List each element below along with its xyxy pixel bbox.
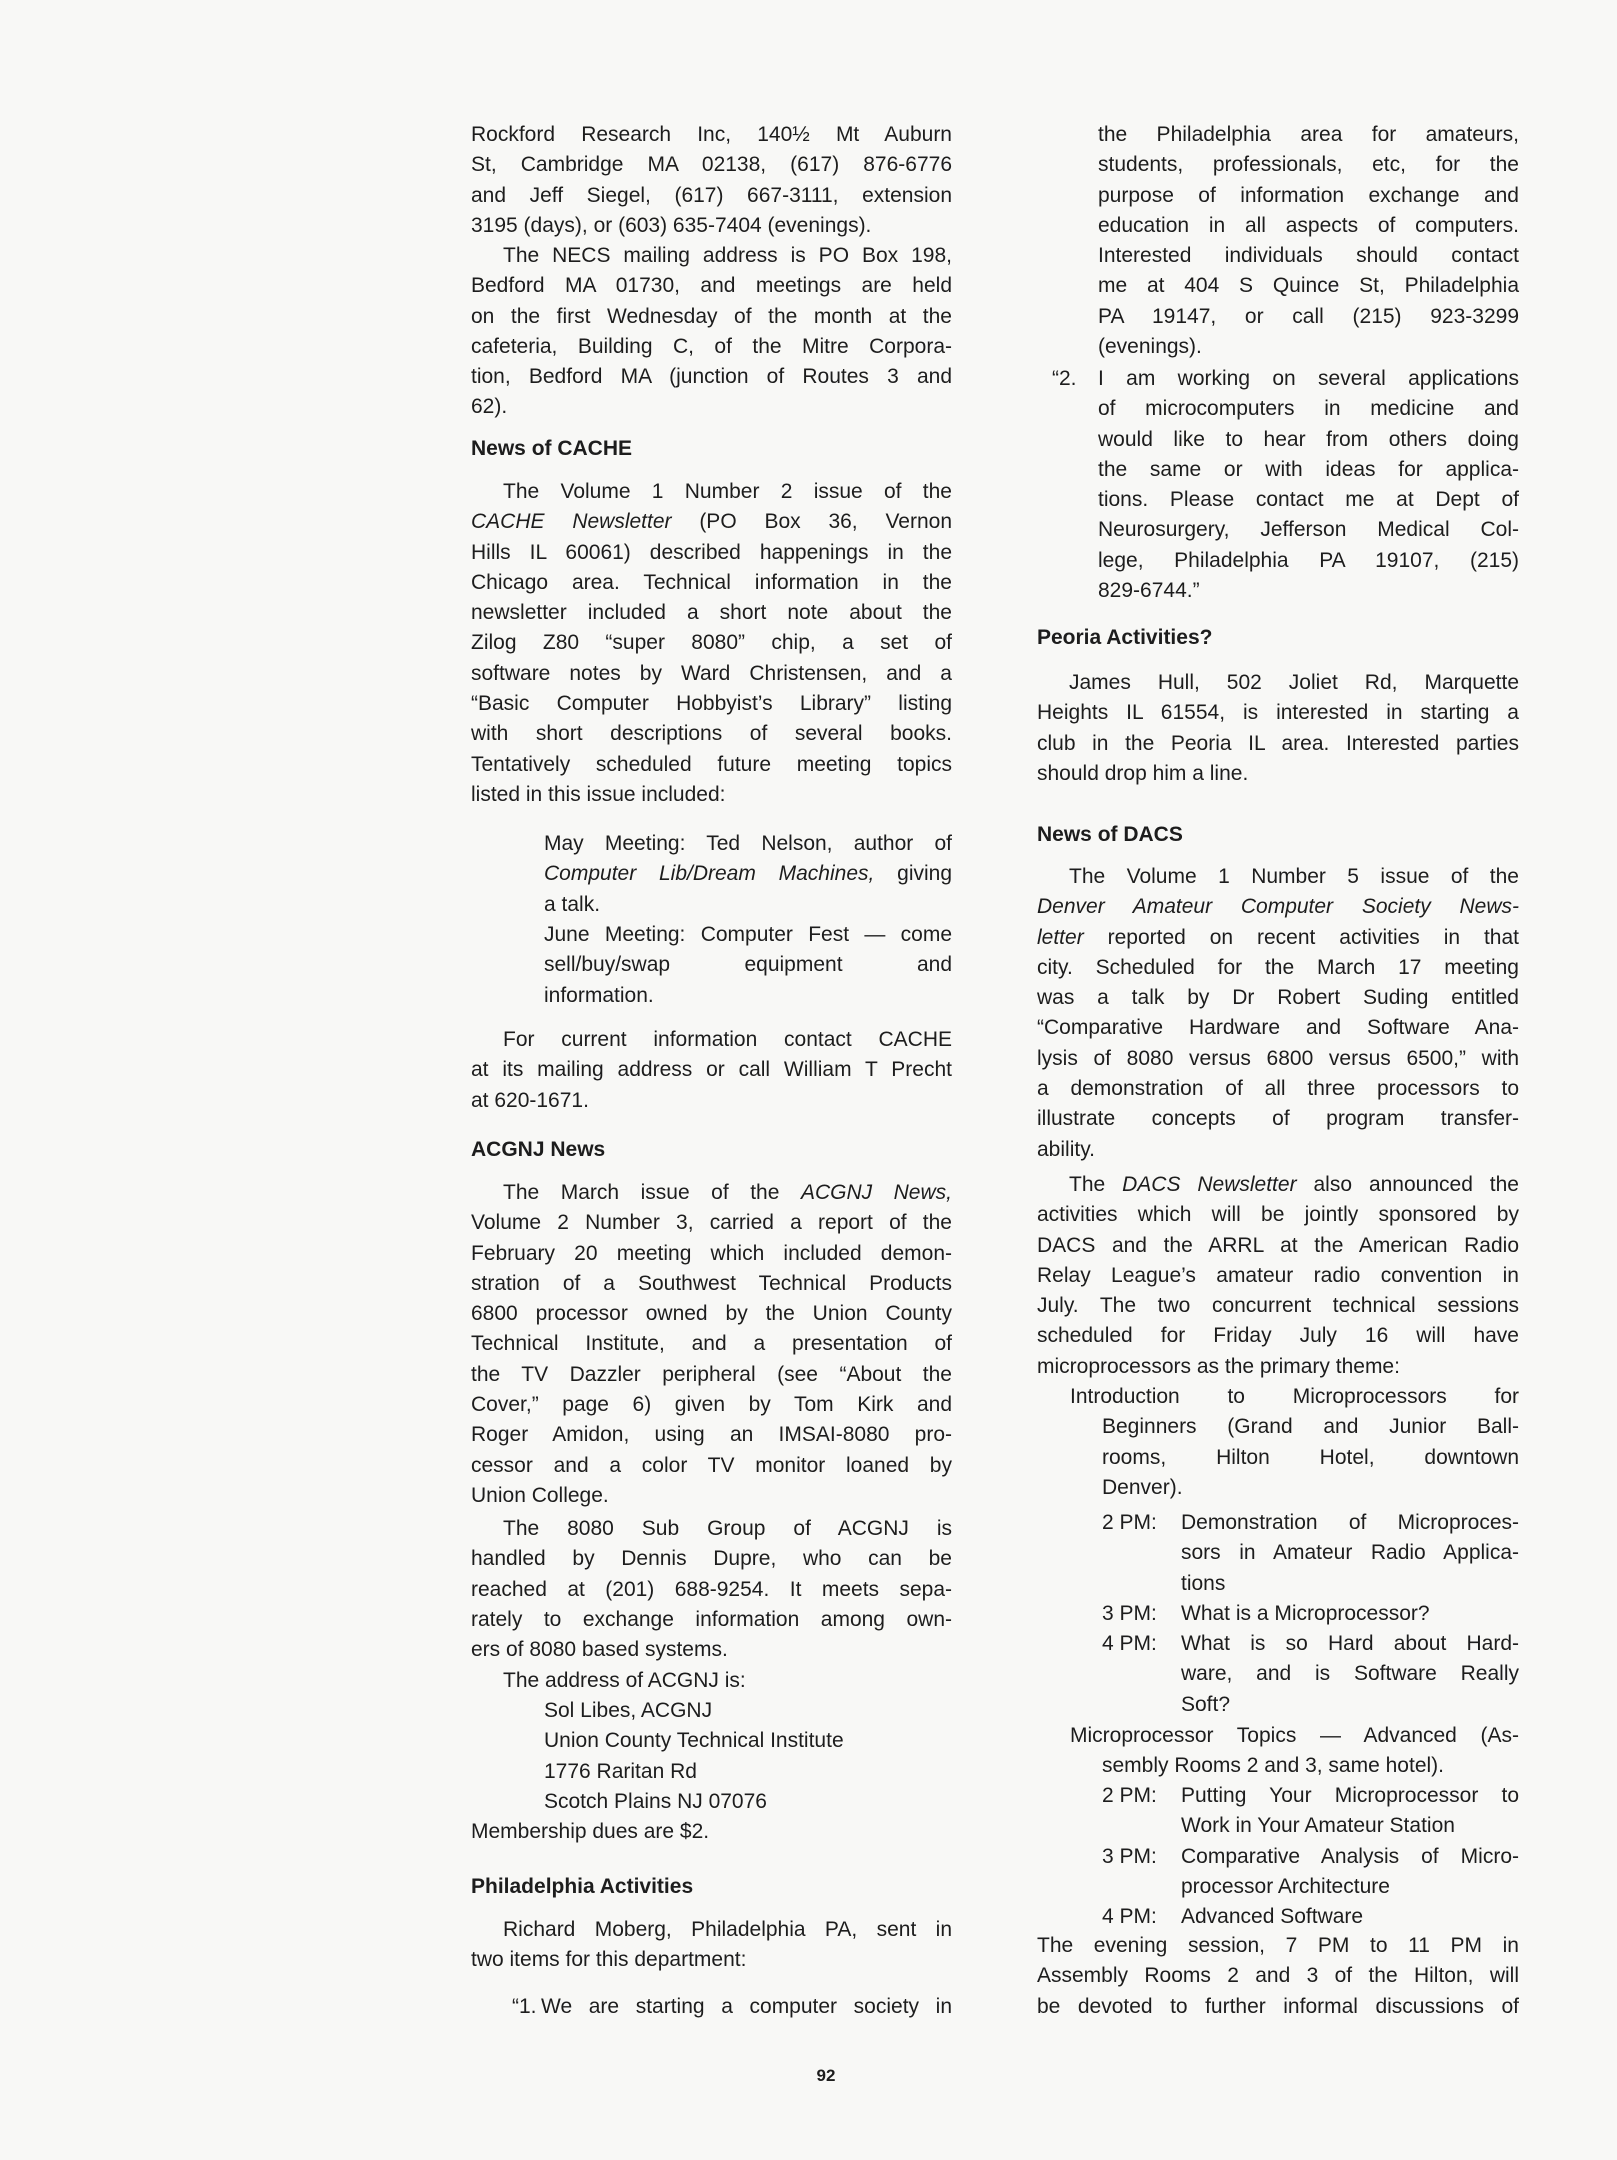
text-segment: also announced the	[1296, 1173, 1519, 1196]
text-line: Beginners (Grand and Junior Ball-	[1102, 1415, 1519, 1439]
paragraph-membership	[471, 1817, 952, 1847]
paragraph-8080-subgroup	[471, 1514, 952, 1665]
text-segment: (PO Box 36, Vernon	[671, 510, 952, 534]
text-line: a demonstration of all three processors to	[1037, 1077, 1519, 1101]
text-line: St, Cambridge MA 02138, (617) 876-6776	[471, 153, 952, 177]
schedule-title	[1181, 1781, 1519, 1842]
page-number: 92	[816, 2066, 836, 2085]
session-intro-beginners	[1037, 1382, 1519, 1503]
text-line: We are starting a computer society in	[541, 1995, 952, 2018]
text-line: The NECS mailing address is PO Box 198,	[503, 244, 952, 267]
text-line: July. The two concurrent technical sessions	[1037, 1294, 1519, 1318]
italic-text: CACHE Newsletter	[471, 510, 672, 534]
schedule-title	[1181, 1508, 1519, 1599]
text-line: scheduled for Friday July 16 will have	[1037, 1324, 1519, 1348]
italic-text: letter	[1037, 925, 1084, 949]
text-line: would like to hear from others doing	[1098, 427, 1519, 451]
text-line: club in the Peoria IL area. Interested parties	[1037, 731, 1519, 755]
text-line: “Basic Computer Hobbyist’s Library” listing	[471, 692, 952, 716]
text-line: Rockford Research Inc, 140½ Mt Auburn	[471, 123, 952, 146]
section-heading-dacs: News of DACS	[1037, 823, 1183, 846]
text-line: reached at (201) 688-9254. It meets sepa-	[471, 1577, 952, 1601]
text-segment: The	[1069, 1173, 1123, 1196]
schedule-item	[1102, 1902, 1519, 1932]
text-line: Comparative Analysis of Micro-	[1181, 1844, 1519, 1868]
text-line: Roger Amidon, using an IMSAI-8080 pro-	[471, 1423, 952, 1447]
text-line: at 620-1671.	[471, 1088, 589, 1112]
text-line	[1037, 892, 1519, 922]
text-line: stration of a Southwest Technical Products	[471, 1271, 952, 1295]
text-line: Union County Technical Institute	[544, 1729, 844, 1753]
text-line: The address of ACGNJ is:	[503, 1669, 746, 1692]
paragraph-rockford	[471, 120, 952, 241]
text-line: Heights IL 61554, is interested in starting a	[1037, 701, 1519, 725]
text-line: was a talk by Dr Robert Suding entitled	[1037, 986, 1519, 1010]
item-2	[1098, 364, 1519, 606]
paragraph-cache	[471, 477, 952, 810]
text-line: education in all aspects of computers.	[1098, 213, 1519, 237]
text-line: microprocessors as the primary theme:	[1037, 1354, 1400, 1378]
text-line: a talk.	[544, 892, 601, 916]
text-segment: giving	[874, 862, 953, 886]
text-line: the Philadelphia area for amateurs,	[1098, 123, 1519, 146]
text-line: two items for this department:	[471, 1948, 747, 1972]
text-line: What is a Microprocessor?	[1181, 1601, 1430, 1625]
text-line: the same or with ideas for applica-	[1098, 457, 1519, 481]
item-1-continued	[1098, 120, 1519, 362]
text-line: city. Scheduled for the March 17 meeting	[1037, 955, 1519, 979]
paragraph-cache-contact	[471, 1025, 952, 1116]
text-line: Chicago area. Technical information in the	[471, 570, 952, 594]
text-line: should drop him a line.	[1037, 761, 1249, 785]
schedule-item	[1102, 1508, 1519, 1599]
schedule-item	[1102, 1781, 1519, 1842]
text-line: Zilog Z80 “super 8080” chip, a set of	[471, 631, 952, 655]
text-line: Denver).	[1102, 1475, 1183, 1499]
text-line: activities which will be jointly sponsored by	[1037, 1203, 1519, 1227]
text-line: ers of 8080 based systems.	[471, 1638, 728, 1662]
item-1-first-line	[541, 1992, 952, 2022]
schedule-title	[1181, 1599, 1519, 1629]
section-heading-cache: News of CACHE	[471, 437, 633, 460]
text-line	[1037, 923, 1519, 953]
schedule-item	[1102, 1599, 1519, 1629]
text-line: tions	[1181, 1571, 1226, 1595]
item-2-label: “2.	[1052, 367, 1077, 390]
text-line: DACS and the ARRL at the American Radio	[1037, 1233, 1519, 1257]
text-line: 1776 Raritan Rd	[544, 1759, 697, 1783]
meeting-may	[544, 829, 952, 920]
text-line: The evening session, 7 PM to 11 PM in	[1037, 1934, 1519, 1957]
text-line	[471, 1178, 952, 1208]
text-line: be devoted to further informal discussions of	[1037, 1994, 1519, 2018]
text-line: Tentatively scheduled future meeting topics	[471, 752, 952, 776]
text-line: June Meeting: Computer Fest — come	[544, 923, 952, 946]
text-line: Union College.	[471, 1483, 609, 1507]
text-line: Work in Your Amateur Station	[1181, 1814, 1455, 1838]
text-line: Richard Moberg, Philadelphia PA, sent in	[503, 1918, 952, 1941]
text-line: May Meeting: Ted Nelson, author of	[544, 832, 952, 855]
text-line: The 8080 Sub Group of ACGNJ is	[503, 1517, 952, 1540]
text-line: purpose of information exchange and	[1098, 183, 1519, 207]
text-line: on the first Wednesday of the month at the	[471, 304, 952, 328]
text-line: at its mailing address or call William T Precht	[471, 1058, 952, 1082]
text-line: Introduction to Microprocessors for	[1070, 1385, 1519, 1408]
text-line: Putting Your Microprocessor to	[1181, 1784, 1519, 1807]
text-line: Cover,” page 6) given by Tom Kirk and	[471, 1393, 952, 1417]
text-line: 3195 (days), or (603) 635-7404 (evenings).	[471, 213, 872, 237]
text-line: with short descriptions of several books.	[471, 722, 952, 746]
text-line: James Hull, 502 Joliet Rd, Marquette	[1069, 671, 1519, 694]
text-line: rooms, Hilton Hotel, downtown	[1102, 1445, 1519, 1469]
schedule-time: 2 PM:	[1102, 1511, 1157, 1534]
schedule-time: 3 PM:	[1102, 1601, 1157, 1625]
schedule-item	[1102, 1842, 1519, 1903]
italic-text: Denver Amateur Computer Society News-	[1037, 895, 1519, 919]
schedule-time: 3 PM:	[1102, 1844, 1157, 1868]
text-line: Soft?	[1181, 1692, 1231, 1716]
section-heading-philadelphia: Philadelphia Activities	[471, 1875, 694, 1898]
text-line: Neurosurgery, Jefferson Medical Col-	[1098, 518, 1519, 542]
text-line: (evenings).	[1098, 335, 1202, 359]
text-line: handled by Dennis Dupre, who can be	[471, 1547, 952, 1571]
text-line: Technical Institute, and a presentation of	[471, 1332, 952, 1356]
text-line: Relay League’s amateur radio convention in	[1037, 1263, 1519, 1287]
text-line: Hills IL 60061) described happenings in the	[471, 540, 952, 564]
paragraph-necs-address	[471, 241, 952, 423]
text-line: cafeteria, Building C, of the Mitre Corpora-	[471, 334, 952, 358]
text-line: information.	[544, 983, 654, 1007]
text-line: tions. Please contact me at Dept of	[1098, 488, 1519, 512]
paragraph-dacs-volume	[1037, 862, 1519, 1165]
text-line: 62).	[471, 395, 508, 419]
text-segment: The March issue of the	[503, 1181, 801, 1204]
text-line: ware, and is Software Really	[1181, 1662, 1519, 1686]
paragraph-moberg	[471, 1915, 952, 1976]
text-line: cessor and a color TV monitor loaned by	[471, 1453, 952, 1477]
text-line	[471, 507, 952, 537]
text-line: Microprocessor Topics — Advanced (As-	[1070, 1724, 1519, 1747]
paragraph-evening-session	[1037, 1931, 1519, 2022]
text-line: 829-6744.”	[1098, 579, 1200, 603]
text-line: Bedford MA 01730, and meetings are held	[471, 274, 952, 298]
text-line: Membership dues are $2.	[471, 1820, 710, 1843]
italic-text: ACGNJ News,	[800, 1181, 952, 1204]
session-topics-advanced	[1037, 1721, 1519, 1782]
schedule-title	[1181, 1842, 1519, 1903]
text-line: What is so Hard about Hard-	[1181, 1632, 1519, 1656]
text-line: “Comparative Hardware and Software Ana-	[1037, 1016, 1519, 1040]
text-line: ability.	[1037, 1137, 1095, 1161]
item-1-label: “1.	[512, 1995, 537, 2018]
paragraph-hull	[1037, 668, 1519, 789]
text-line: me at 404 S Quince St, Philadelphia	[1098, 274, 1519, 298]
text-line: PA 19147, or call (215) 923-3299	[1098, 304, 1519, 328]
text-line: Scotch Plains NJ 07076	[544, 1789, 767, 1813]
schedule-time: 4 PM:	[1102, 1905, 1157, 1929]
text-line: sell/buy/swap equipment and	[544, 953, 952, 977]
text-line: students, professionals, etc, for the	[1098, 153, 1519, 177]
text-line: sors in Amateur Radio Applica-	[1181, 1541, 1519, 1565]
paragraph-acgnj-march	[471, 1178, 952, 1511]
text-line: The Volume 1 Number 2 issue of the	[503, 480, 952, 503]
schedule-title	[1181, 1629, 1519, 1720]
text-line: I am working on several applications	[1098, 367, 1519, 390]
italic-text: DACS Newsletter	[1122, 1173, 1297, 1196]
text-line: listed in this issue included:	[471, 782, 726, 806]
schedule-time: 4 PM:	[1102, 1632, 1157, 1656]
text-line: Interested individuals should contact	[1098, 244, 1519, 268]
paragraph-address-intro	[471, 1666, 952, 1696]
text-line: Advanced Software	[1181, 1905, 1364, 1929]
session-schedule-advanced	[1102, 1781, 1519, 1932]
acgnj-address	[544, 1696, 952, 1817]
text-line: lege, Philadelphia PA 19107, (215)	[1098, 548, 1519, 572]
text-line: Demonstration of Microproces-	[1181, 1511, 1519, 1534]
text-line	[544, 859, 952, 889]
text-line: lysis of 8080 versus 6800 versus 6500,” with	[1037, 1046, 1519, 1070]
schedule-title	[1181, 1902, 1519, 1932]
text-line: the TV Dazzler peripheral (see “About the	[471, 1362, 952, 1386]
text-line: of microcomputers in medicine and	[1098, 397, 1519, 421]
section-heading-peoria: Peoria Activities?	[1037, 626, 1213, 649]
text-line: February 20 meeting which included demon-	[471, 1241, 952, 1265]
text-line: and Jeff Siegel, (617) 667-3111, extension	[471, 183, 952, 207]
text-line: Assembly Rooms 2 and 3 of the Hilton, will	[1037, 1964, 1519, 1988]
paragraph-dacs-newsletter	[1037, 1170, 1519, 1382]
text-line: software notes by Ward Christensen, and a	[471, 661, 952, 685]
text-line: illustrate concepts of program transfer-	[1037, 1107, 1519, 1131]
meeting-june	[544, 920, 952, 1011]
text-line: tion, Bedford MA (junction of Routes 3 and	[471, 365, 952, 389]
session-schedule-beginners	[1102, 1508, 1519, 1720]
text-segment: reported on recent activities in that	[1083, 925, 1519, 949]
text-line: The Volume 1 Number 5 issue of the	[1069, 865, 1519, 888]
text-line: Volume 2 Number 3, carried a report of the	[471, 1211, 952, 1235]
text-line: processor Architecture	[1181, 1874, 1390, 1898]
text-line	[1037, 1170, 1519, 1200]
section-heading-acgnj: ACGNJ News	[471, 1138, 606, 1161]
schedule-item	[1102, 1629, 1519, 1720]
text-line: sembly Rooms 2 and 3, same hotel).	[1102, 1754, 1444, 1778]
text-line: For current information contact CACHE	[503, 1028, 952, 1051]
text-line: rately to exchange information among own-	[471, 1607, 952, 1631]
schedule-time: 2 PM:	[1102, 1784, 1157, 1807]
text-line: Sol Libes, ACGNJ	[544, 1699, 713, 1722]
text-line: newsletter included a short note about the	[471, 601, 952, 625]
italic-text: Computer Lib/Dream Machines,	[544, 862, 875, 886]
text-line: 6800 processor owned by the Union County	[471, 1302, 952, 1326]
